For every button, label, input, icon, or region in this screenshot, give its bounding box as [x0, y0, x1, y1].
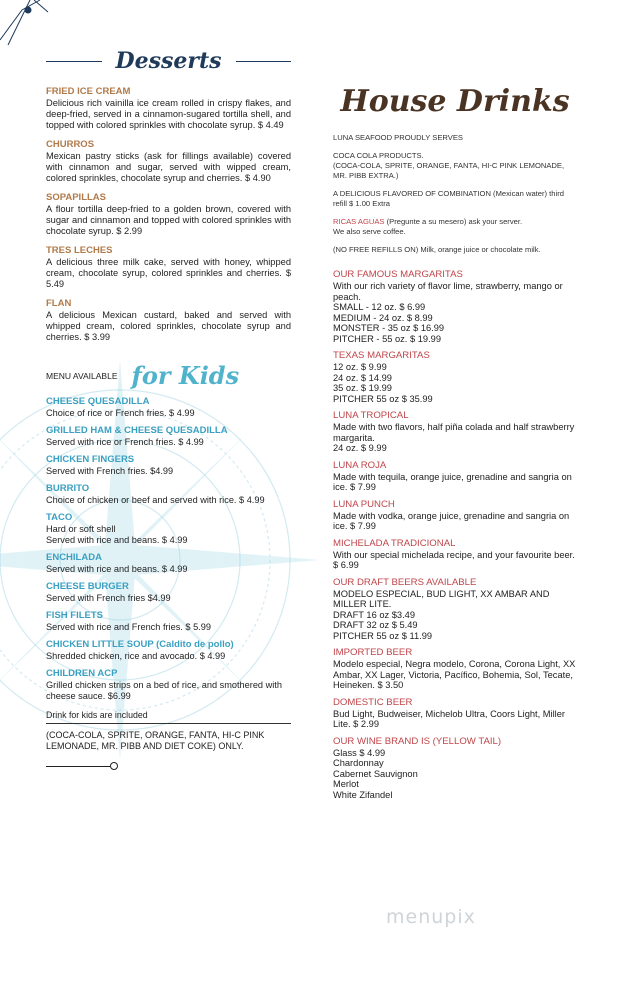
desserts-title: Desserts — [115, 48, 222, 74]
drink-price-list — [333, 610, 577, 642]
drink-section-desc: Made with two flavors, half piña colada and half strawberry margarita. — [333, 422, 575, 443]
kids-item-desc: Hard or soft shell Served with rice and beans. $ 4.99 — [46, 524, 188, 545]
aguas-rest: (Pregunte a su mesero) ask your server. We also serve coffee. — [333, 217, 523, 236]
aguas-label: RICAS AGUAS — [333, 217, 385, 226]
drink-section-desc: Bud Light, Budweiser, Michelob Ultra, Coors Light, Miller Lite. $ 2.99 — [333, 708, 566, 729]
drink-section-name: IMPORTED BEER — [333, 647, 413, 658]
drink-section — [333, 736, 577, 801]
drink-section — [333, 499, 577, 532]
kids-item — [46, 581, 291, 604]
desserts-header — [46, 48, 291, 74]
drink-section-desc: With our special michelada recipe, and your favourite beer. $ 6.99 — [333, 549, 575, 570]
dessert-item — [46, 86, 291, 131]
kids-title: for Kids — [131, 361, 240, 390]
dessert-name: CHURROS — [46, 139, 95, 150]
drink-section-name: OUR FAMOUS MARGARITAS — [333, 269, 463, 280]
kids-menu-label: MENU AVAILABLE — [46, 370, 118, 381]
kids-item-desc: Served with rice or French fries. $ 4.99 — [46, 437, 204, 447]
kids-item-name: BURRITO — [46, 483, 90, 494]
drink-section-name: MICHELADA TRADICIONAL — [333, 537, 456, 549]
drink-section-name: OUR WINE BRAND IS (YELLOW TAIL) — [333, 735, 502, 747]
drink-price-line: Cabernet Sauvignon — [333, 768, 418, 779]
dessert-name: FRIED ICE CREAM — [46, 86, 131, 97]
drink-price-line: 12 oz. $ 9.99 — [333, 362, 387, 372]
kids-item-desc: Choice of rice or French fries. $ 4.99 — [46, 408, 195, 418]
kids-item-desc: Served with French fries $4.99 — [46, 593, 171, 603]
drink-price-line: SMALL - 12 oz. $ 6.99 — [333, 302, 426, 312]
kids-drink-label: Drink for kids are included — [46, 710, 148, 720]
divider — [46, 61, 102, 62]
drink-price-line: PITCHER 55 oz $ 35.99 — [333, 393, 433, 404]
kids-item — [46, 639, 291, 662]
aguas-text — [333, 217, 577, 237]
drink-section-name: OUR DRAFT BEERS AVAILABLE — [333, 576, 477, 588]
kids-item-desc: Shredded chicken, rice and avocado. $ 4.99 — [46, 651, 226, 661]
dessert-desc: Delicious rich vainilla ice cream rolled in crispy flakes, and deep-fried, served in a cinnamon-sugared tortilla shell, and topped with colored sprinkles with chocolate syrup. $ 4.49 — [46, 98, 291, 130]
drink-section — [333, 697, 577, 730]
kids-item-name: CHEESE BURGER — [46, 581, 129, 592]
kids-item-name: TACO — [46, 512, 73, 523]
drink-price-line: Merlot — [333, 779, 359, 789]
kids-item-desc: Served with rice and French fries. $ 5.99 — [46, 622, 211, 632]
kids-list — [46, 396, 291, 702]
right-column — [333, 84, 577, 806]
left-column — [46, 48, 291, 770]
drink-section-desc: Made with tequila, orange juice, grenadine and sangria on ice. $ 7.99 — [333, 471, 572, 492]
kids-drink-desc: (COCA-COLA, SPRITE, ORANGE, FANTA, HI-C PINK LEMONADE, MR. PIBB AND DIET COKE) ONLY. — [46, 730, 265, 751]
kids-item — [46, 668, 291, 702]
drink-price-line: Chardonnay — [333, 758, 384, 768]
drink-price-line: White Zifandel — [333, 789, 393, 800]
divider — [236, 61, 292, 62]
drink-section — [333, 350, 577, 404]
drink-section — [333, 410, 577, 454]
dessert-name: SOPAPILLAS — [46, 192, 106, 203]
drink-section — [333, 269, 577, 344]
drink-price-line: PITCHER - 55 oz. $ 19.99 — [333, 333, 441, 344]
kids-item — [46, 512, 291, 546]
kids-item-name: CHICKEN FINGERS — [46, 454, 135, 465]
kids-item-desc: Served with rice and beans. $ 4.99 — [46, 564, 188, 574]
drink-price-line: MONSTER - 35 oz $ 16.99 — [333, 323, 445, 333]
desserts-list — [46, 86, 291, 343]
drink-section — [333, 577, 577, 642]
kids-item — [46, 552, 291, 575]
drink-section-desc: MODELO ESPECIAL, BUD LIGHT, XX AMBAR AND MILLER LITE. — [333, 588, 550, 609]
kids-item — [46, 454, 291, 477]
drink-price-line: Glass $ 4.99 — [333, 747, 386, 758]
drink-price-line: MEDIUM - 24 oz. $ 8.99 — [333, 312, 433, 323]
coca-cola-text: COCA COLA PRODUCTS. (COCA-COLA, SPRITE, ORANGE, FANTA, HI-C PINK LEMONADE, MR. PIBB EXTRA.) — [333, 151, 565, 180]
drink-section-name: LUNA TROPICAL — [333, 410, 409, 421]
house-drinks-title: House Drinks — [340, 84, 570, 119]
divider — [46, 723, 291, 724]
kids-item — [46, 396, 291, 419]
kids-item — [46, 483, 291, 506]
drink-price-line: 24 oz. $ 9.99 — [333, 443, 387, 453]
dessert-item — [46, 245, 291, 290]
kids-item-name: GRILLED HAM & CHEESE QUESADILLA — [46, 425, 228, 436]
drink-price-line: DRAFT 32 oz $ 5.49 — [333, 620, 418, 630]
drink-section-name: LUNA PUNCH — [333, 498, 395, 510]
kids-item-name: FISH FILETS — [46, 610, 103, 621]
kids-item — [46, 610, 291, 633]
drink-section-name: TEXAS MARGARITAS — [333, 350, 430, 361]
kids-item-desc: Grilled chicken strips on a bed of rice, and smothered with cheese sauce. $6.99 — [46, 680, 282, 701]
drink-price-list — [333, 302, 577, 344]
drink-price-line: PITCHER 55 oz $ 11.99 — [333, 630, 433, 641]
drink-price-line: DRAFT 16 oz $3.49 — [333, 609, 415, 620]
no-refills-text: (NO FREE REFILLS ON) Milk, orange juice or chocolate milk. — [333, 245, 541, 254]
drink-section — [333, 647, 577, 691]
dessert-desc: A delicious Mexican custard, baked and served with whipped cream, colored sprinkles, chocolate syrup and cherries. $ 3.99 — [46, 310, 291, 342]
dessert-desc: Mexican pastry sticks (ask for fillings available) covered with cinnamon and sugar, served with wipped cream, colored sprinkles, chocolate syrup and cherries. $ 4.90 — [46, 151, 291, 183]
drink-sections — [333, 269, 577, 800]
drink-section — [333, 460, 577, 493]
drink-price-list — [333, 443, 577, 454]
drink-section-desc: With our rich variety of flavor lime, strawberry, mango or peach. — [333, 281, 563, 302]
drink-price-list — [333, 748, 577, 801]
kids-item-name: CHICKEN LITTLE SOUP (Caldito de pollo) — [46, 639, 234, 650]
drink-section-name: LUNA ROJA — [333, 459, 387, 471]
drink-price-list — [333, 362, 577, 404]
drink-section — [333, 538, 577, 571]
kids-item-desc: Served with French fries. $4.99 — [46, 466, 174, 476]
end-ornament — [46, 762, 118, 770]
kids-item-desc: Choice of chicken or beef and served with rice. $ 4.99 — [46, 495, 265, 505]
dessert-item — [46, 298, 291, 343]
drink-price-line: 24 oz. $ 14.99 — [333, 372, 392, 383]
dessert-name: TRES LECHES — [46, 245, 113, 256]
combination-text: A DELICIOUS FLAVORED OF COMBINATION (Mexican water) third refill $ 1.00 Extra — [333, 189, 564, 208]
dessert-item — [46, 192, 291, 237]
kids-item-name: CHEESE QUESADILLA — [46, 396, 150, 407]
kids-item-name: CHILDREN ACP — [46, 668, 118, 679]
dessert-name: FLAN — [46, 298, 72, 309]
kids-item — [46, 425, 291, 448]
drink-section-desc: Made with vodka, orange juice, grenadine and sangria on ice. $ 7.99 — [333, 510, 570, 531]
menupix-watermark: menupix — [386, 906, 476, 928]
kids-item-name: ENCHILADA — [46, 552, 102, 563]
drink-section-name: DOMESTIC BEER — [333, 696, 413, 708]
serves-text: LUNA SEAFOOD PROUDLY SERVES — [333, 133, 463, 142]
drink-section-desc: Modelo especial, Negra modelo, Corona, Corona Light, XX Ambar, XX Lager, Victoria, Pacífico, Bohemia, Sol, Tecate, Heineken. $ 3.50 — [333, 659, 576, 690]
dessert-desc: A flour tortilla deep-fried to a golden brown, covered with sugar and cinnamon and topped with colored sprinkles with chocolate syrup. $ 2.99 — [46, 204, 291, 236]
dessert-item — [46, 139, 291, 184]
kids-header — [46, 361, 291, 390]
dessert-desc: A delicious three milk cake, served with honey, whipped cream, chocolate syrup, colored sprinkles and cherries. $ 5.49 — [46, 257, 291, 289]
drink-price-line: 35 oz. $ 19.99 — [333, 383, 392, 393]
